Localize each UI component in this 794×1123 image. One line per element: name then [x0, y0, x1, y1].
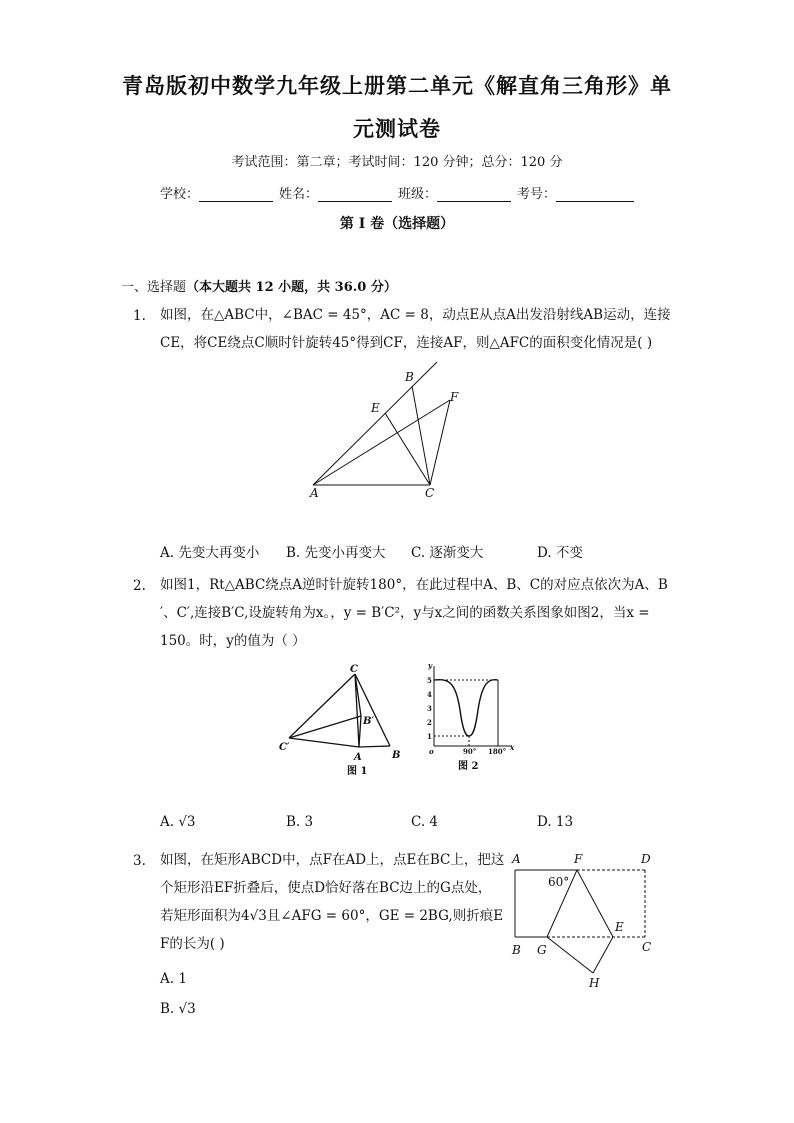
fig2-tick-90: 90° [463, 747, 477, 756]
fig2-caption: 图 2 [458, 761, 479, 772]
fig2-origin: o [429, 747, 434, 756]
label-e: E [615, 920, 624, 934]
q3-stem [160, 846, 505, 958]
class-label: 班级： [398, 187, 438, 202]
q3-option-b[interactable]: B. √3 [160, 1001, 196, 1017]
student-fields [160, 183, 640, 202]
fig2-tick-180: 180° [488, 747, 507, 756]
number-field[interactable] [556, 187, 634, 202]
label-h: H [589, 976, 600, 990]
school-label: 学校： [160, 187, 200, 202]
q3-number: 3. [133, 853, 146, 869]
fig1-caption: 图 1 [347, 766, 368, 777]
label-d: D [641, 852, 651, 866]
volume-title: 第 I 卷（选择题） [339, 216, 455, 232]
q1-line2: CE，将CE绕点C顺时针旋转45°得到CF，连接AF，则△AFC的面积变化情况是( ) [160, 335, 653, 351]
q1-figure [300, 355, 459, 505]
section-header [121, 276, 397, 295]
page-title: 青岛版初中数学九年级上册第二单元《解直角三角形》单 [122, 73, 672, 98]
label-c: C [425, 486, 435, 500]
label-a: A [310, 486, 319, 500]
fig2-curve [434, 680, 498, 736]
label-b: B [405, 370, 414, 384]
fig2-tick-3: 3 [427, 704, 432, 713]
fig1-label-c-prime: C′ [279, 742, 290, 753]
q3-line1: 如图，在矩形ABCD中，点F在AD上，点E在BC上，把这 [160, 852, 505, 868]
section-label: 一、选择题 [121, 280, 187, 295]
label-f: F [574, 852, 583, 866]
label-g: G [537, 943, 547, 957]
segment-fe [577, 870, 613, 937]
q2-figure-2 [420, 660, 520, 775]
q1-option-d[interactable]: D. 不变 [537, 545, 583, 561]
fig1-label-a: A [354, 752, 362, 763]
q2-option-a[interactable]: A. √3 [160, 814, 196, 830]
fig2-tick-2: 2 [427, 718, 432, 727]
number-label: 考号： [517, 187, 557, 202]
segment-ac-prime [289, 738, 359, 747]
label-c: C [642, 940, 652, 954]
label-b: B [512, 943, 521, 957]
q1-stem [160, 301, 680, 357]
fig2-tick-5: 5 [427, 676, 432, 685]
segment-gh [547, 937, 593, 973]
page-title-cont: 元测试卷 [353, 116, 441, 141]
q2-option-c[interactable]: C. 4 [411, 814, 439, 830]
q3-option-a[interactable]: A. 1 [160, 971, 187, 987]
segment-ab [359, 746, 390, 747]
q2-line2: ′、C′,连接B′C,设旋转角为x。，y = B′C²，y与x之间的函数关系图象如图2，当x = [160, 605, 650, 621]
q1-option-b[interactable]: B. 先变小再变大 [286, 545, 386, 561]
name-field[interactable] [318, 187, 392, 202]
q2-stem [160, 571, 680, 655]
fig2-tick-4: 4 [427, 690, 432, 699]
q1-number: 1. [133, 308, 146, 324]
q3-figure [505, 848, 665, 993]
fig2-x-label: x [510, 743, 515, 752]
school-field[interactable] [199, 187, 273, 202]
q3-line2: 个矩形沿EF折叠后，使点D恰好落在BC边上的G点处， [160, 880, 492, 896]
segment-cf [430, 400, 450, 485]
class-field[interactable] [437, 187, 511, 202]
label-angle-60: 60° [548, 875, 570, 889]
segment-af [313, 400, 450, 485]
q2-figure-1 [275, 662, 415, 777]
q1-option-a[interactable]: A. 先变大再变小 [160, 545, 260, 561]
q2-number: 2. [133, 578, 146, 594]
q3-line3: 若矩形面积为4√3且∠AFG = 60°，GE = 2BG,则折痕E [160, 908, 504, 924]
segment-ab-prime [359, 716, 361, 747]
section-note: （本大题共 12 小题，共 36.0 分） [186, 280, 397, 295]
q2-option-d[interactable]: D. 13 [537, 814, 574, 830]
q2-line1: 如图1，Rt△ABC绕点A逆时针旋转180°，在此过程中A、B、C的对应点依次为A、B [160, 577, 668, 593]
q1-option-c[interactable]: C. 逐渐变大 [411, 545, 484, 561]
label-e: E [371, 401, 380, 415]
q3-line4: F的长为( ) [160, 936, 225, 952]
fig1-label-c: C [350, 664, 358, 675]
fig1-label-b: B [392, 750, 401, 761]
q1-line1: 如图，在△ABC中，∠BAC = 45°，AC = 8，动点E从点A出发沿射线AB运动，连接 [160, 307, 671, 323]
fig1-label-b-prime: B′ [363, 716, 375, 727]
exam-info: 考试范围：第二章；考试时间：120 分钟；总分：120 分 [231, 155, 563, 170]
q2-line3: 150。时，y的值为（ ） [160, 633, 306, 649]
fig2-y-label: y [428, 661, 433, 670]
label-f: F [450, 390, 459, 404]
name-label: 姓名： [279, 187, 319, 202]
label-a: A [512, 852, 521, 866]
fig2-tick-1: 1 [427, 732, 432, 741]
q2-option-b[interactable]: B. 3 [286, 814, 314, 830]
segment-he [593, 937, 613, 973]
